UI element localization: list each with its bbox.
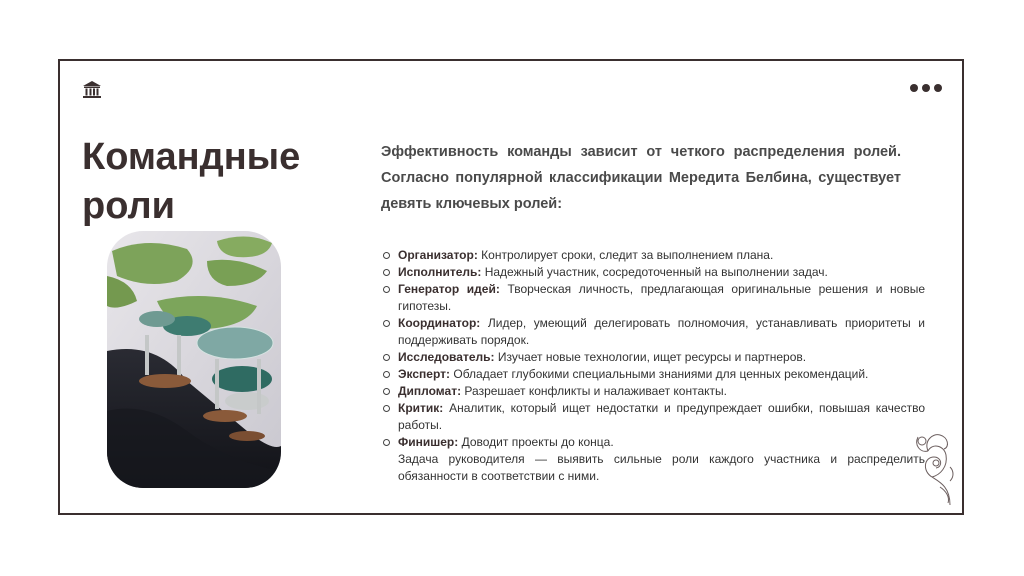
- role-description: Доводит проекты до конца.: [461, 435, 614, 449]
- role-description: Изучает новые технологии, ищет ресурсы и партнеров.: [497, 350, 807, 364]
- list-item: [381, 400, 925, 434]
- role-name: Генератор идей:: [398, 282, 500, 296]
- slide-title: Командные роли: [82, 136, 301, 227]
- role-name: Критик:: [398, 401, 444, 415]
- list-item: [381, 264, 925, 281]
- intro-text: Эффективность команды зависит от четкого распределения ролей. Согласно популярной классификации Мередита Белбина, существует девять ключевых ролей:: [381, 144, 901, 212]
- list-item: [381, 247, 925, 264]
- floral-flourish-icon: [910, 427, 956, 507]
- classical-building-icon: [82, 79, 102, 99]
- role-name: Организатор:: [398, 248, 478, 262]
- role-description: Контролирует сроки, следит за выполнением плана.: [481, 248, 774, 262]
- list-item: [381, 315, 925, 349]
- role-name: Дипломат:: [398, 384, 462, 398]
- role-description: Надежный участник, сосредоточенный на выполнении задач.: [484, 265, 828, 279]
- role-description: Аналитик, который ищет недостатки и предупреждает ошибки, повышая качество работы.: [398, 401, 926, 432]
- roles-list: [381, 247, 925, 485]
- list-item: [381, 383, 925, 400]
- more-dots-icon[interactable]: [910, 84, 942, 92]
- list-item: [381, 349, 925, 366]
- role-name: Исполнитель:: [398, 265, 482, 279]
- role-description: Творческая личность, предлагающая оригинальные решения и новые гипотезы.: [398, 282, 925, 313]
- slide-frame: [58, 59, 964, 515]
- closing-note: Задача руководителя — выявить сильные роли каждого участника и распределить обязанности в соответствии с ними.: [398, 452, 925, 483]
- role-description: Разрешает конфликты и налаживает контакты.: [464, 384, 727, 398]
- list-item: [381, 366, 925, 383]
- role-name: Исследователь:: [398, 350, 495, 364]
- list-item: [381, 434, 925, 485]
- list-item: [381, 281, 925, 315]
- architecture-photo: [107, 231, 281, 488]
- role-name: Координатор:: [398, 316, 481, 330]
- role-description: Лидер, умеющий делегировать полномочия, устанавливать приоритеты и поддерживать порядок.: [398, 316, 925, 347]
- role-name: Эксперт:: [398, 367, 451, 381]
- role-description: Обладает глубокими специальными знаниями для ценных рекомендаций.: [453, 367, 869, 381]
- role-name: Финишер:: [398, 435, 459, 449]
